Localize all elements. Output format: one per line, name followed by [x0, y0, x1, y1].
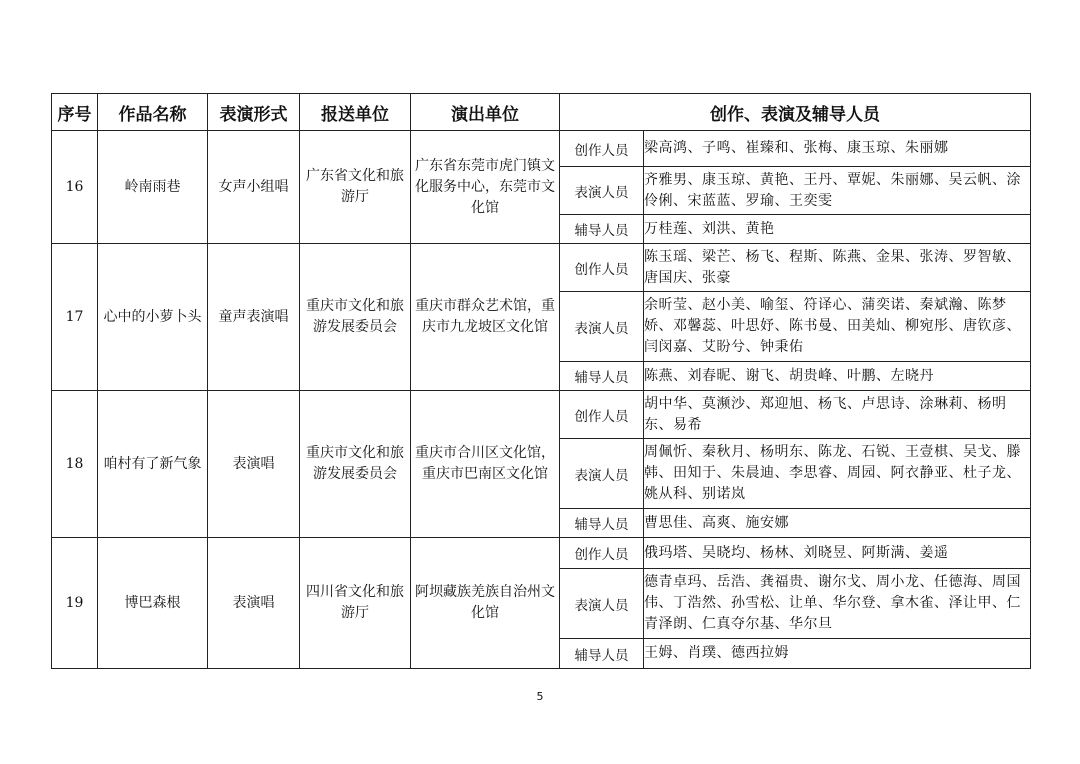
role-names: 齐雅男、康玉琼、黄艳、王丹、覃妮、朱丽娜、吴云帆、涂伶俐、宋蓝蓝、罗瑜、王奕雯: [644, 167, 1031, 215]
submitting-unit: 四川省文化和旅游厅: [300, 538, 411, 669]
role-names: 万桂莲、刘洪、黄艳: [644, 215, 1031, 244]
performance-form: 女声小组唱: [208, 131, 300, 244]
program-table: [51, 93, 1031, 669]
performing-unit: 重庆市群众艺术馆，重庆市九龙坡区文化馆: [411, 244, 560, 391]
performing-unit: 广东省东莞市虎门镇文化服务中心，东莞市文化馆: [411, 131, 560, 244]
role-names: 曹思佳、高爽、施安娜: [644, 509, 1031, 538]
table-header-row: [52, 94, 1031, 131]
header-performing-unit: 演出单位: [411, 94, 560, 131]
role-label: 创作人员: [560, 391, 644, 439]
role-label: 表演人员: [560, 569, 644, 639]
performance-form: 表演唱: [208, 538, 300, 669]
row-number: 19: [52, 538, 98, 669]
submitting-unit: 广东省文化和旅游厅: [300, 131, 411, 244]
submitting-unit: 重庆市文化和旅游发展委员会: [300, 391, 411, 538]
header-form: 表演形式: [208, 94, 300, 131]
role-names: 俄玛塔、吴晓均、杨林、刘晓昱、阿斯满、姜遥: [644, 538, 1031, 569]
role-label: 辅导人员: [560, 639, 644, 669]
performance-form: 童声表演唱: [208, 244, 300, 391]
work-title: 心中的小萝卜头: [98, 244, 208, 391]
header-personnel: 创作、表演及辅导人员: [560, 94, 1031, 131]
header-number: 序号: [52, 94, 98, 131]
role-names: 德青卓玛、岳浩、龚福贵、谢尔戈、周小龙、任德海、周国伟、丁浩然、孙雪松、让单、华尔登、拿木雀、泽让甲、仁青泽朗、仁真夺尔基、华尔旦: [644, 569, 1031, 639]
performance-form: 表演唱: [208, 391, 300, 538]
role-label: 辅导人员: [560, 509, 644, 538]
row-number: 17: [52, 244, 98, 391]
table-row: [52, 391, 1031, 439]
role-label: 创作人员: [560, 538, 644, 569]
row-number: 16: [52, 131, 98, 244]
submitting-unit: 重庆市文化和旅游发展委员会: [300, 244, 411, 391]
table-row: [52, 538, 1031, 569]
role-names: 胡中华、莫濒沙、郑迎旭、杨飞、卢思诗、涂琳莉、杨明东、易希: [644, 391, 1031, 439]
role-label: 表演人员: [560, 439, 644, 509]
role-names: 周佩忻、秦秋月、杨明东、陈龙、石锐、王壹棋、吴戈、滕韩、田知于、朱晨迪、李思睿、周园、阿衣静亚、杜子龙、姚从科、别诺岚: [644, 439, 1031, 509]
role-label: 表演人员: [560, 167, 644, 215]
performing-unit: 重庆市合川区文化馆，重庆市巴南区文化馆: [411, 391, 560, 538]
work-title: 岭南雨巷: [98, 131, 208, 244]
performing-unit: 阿坝藏族羌族自治州文化馆: [411, 538, 560, 669]
table-row: [52, 244, 1031, 292]
work-title: 咱村有了新气象: [98, 391, 208, 538]
role-label: 表演人员: [560, 292, 644, 362]
role-label: 辅导人员: [560, 362, 644, 391]
role-names: 梁高鸿、子鸣、崔臻和、张梅、康玉琼、朱丽娜: [644, 131, 1031, 167]
header-submitting-unit: 报送单位: [300, 94, 411, 131]
role-label: 创作人员: [560, 131, 644, 167]
role-names: 陈燕、刘春昵、谢飞、胡贵峰、叶鹏、左晓丹: [644, 362, 1031, 391]
row-number: 18: [52, 391, 98, 538]
role-names: 王姆、肖璞、德西拉姆: [644, 639, 1031, 669]
page-number: 5: [536, 690, 544, 703]
header-title: 作品名称: [98, 94, 208, 131]
role-names: 余昕莹、赵小美、喻玺、符译心、蒲奕诺、秦斌瀚、陈梦娇、邓馨蕊、叶思妤、陈书曼、田美灿、柳宛彤、唐钦彦、闫闵嘉、艾盼兮、钟秉佑: [644, 292, 1031, 362]
role-label: 辅导人员: [560, 215, 644, 244]
role-names: 陈玉瑶、梁芒、杨飞、程斯、陈燕、金果、张涛、罗智敏、唐国庆、张豪: [644, 244, 1031, 292]
table-row: [52, 131, 1031, 167]
work-title: 博巴森根: [98, 538, 208, 669]
role-label: 创作人员: [560, 244, 644, 292]
